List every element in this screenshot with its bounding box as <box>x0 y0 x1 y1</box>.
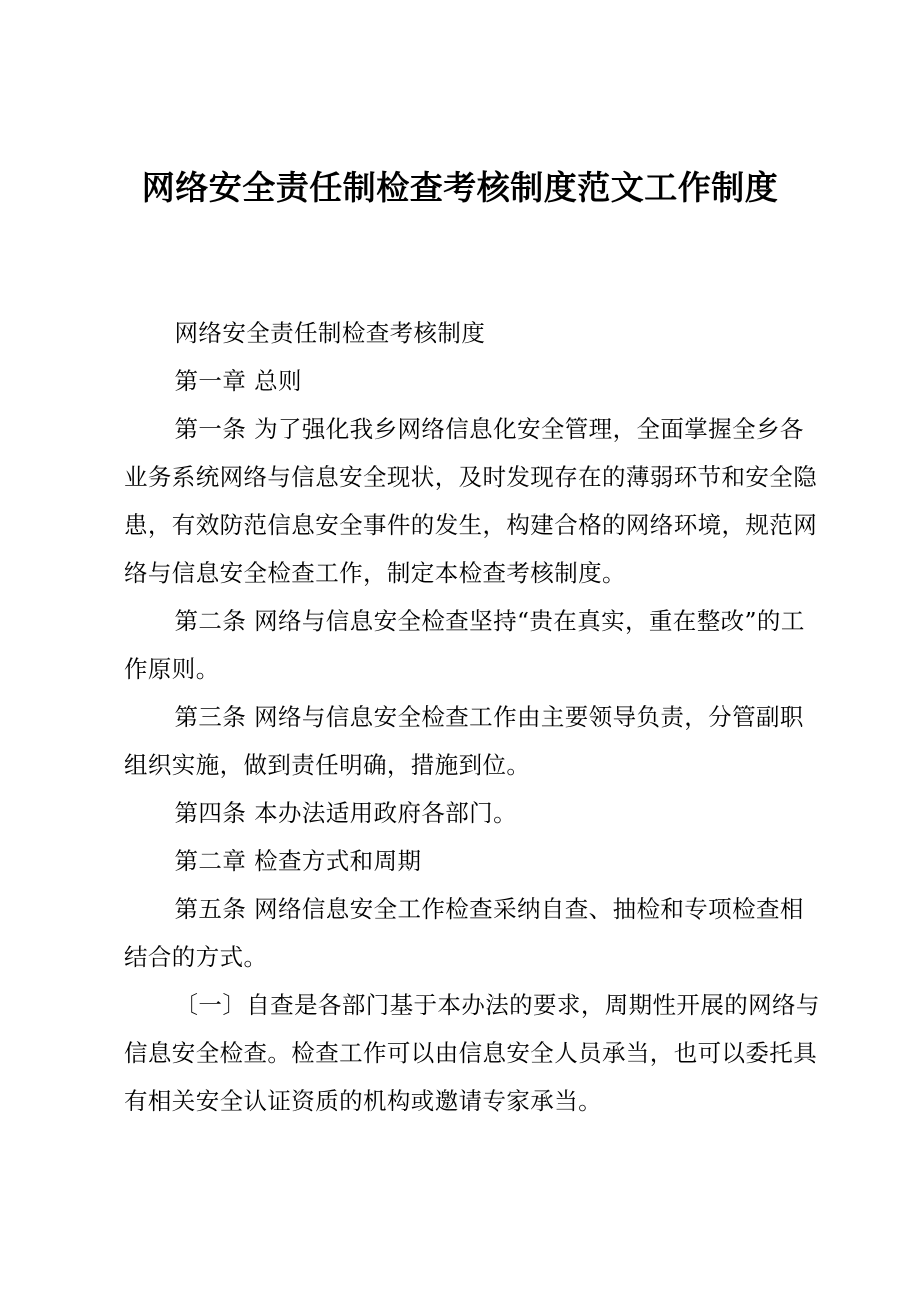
document-title: 网络安全责任制检查考核制度范文工作制度 <box>141 168 779 207</box>
paragraph-article-2: 第二条 网络与信息安全检查坚持“贵在真实，重在整改”的工作原则。 <box>124 607 805 683</box>
paragraph-chapter-2: 第二章 检查方式和周期 <box>174 847 422 875</box>
document-body <box>124 309 824 1125</box>
paragraph-article-3: 第三条 网络与信息安全检查工作由主要领导负责，分管副职组织实施，做到责任明确，措施到位。 <box>124 703 804 779</box>
paragraph-article-5: 第五条 网络信息安全工作检查采纳自查、抽检和专项检查相结合的方式。 <box>124 895 804 971</box>
paragraph-item-1: 〔一〕自查是各部门基于本办法的要求，周期性开展的网络与信息安全检查。检查工作可以由信息安全人员承当，也可以委托具有相关安全认证资质的机构或邀请专家承当。 <box>124 991 820 1115</box>
paragraph-subtitle: 网络安全责任制检查考核制度 <box>174 319 486 347</box>
paragraph-chapter-1: 第一章 总则 <box>174 367 302 395</box>
paragraph-article-1: 第一条 为了强化我乡网络信息化安全管理，全面掌握全乡各业务系统网络与信息安全现状，及时发现存在的薄弱环节和安全隐患，有效防范信息安全事件的发生，构建合格的网络环境，规范网络与信息安全检查工作，制定本检查考核制度。 <box>124 415 818 587</box>
paragraph-article-4: 第四条 本办法适用政府各部门。 <box>174 799 517 827</box>
